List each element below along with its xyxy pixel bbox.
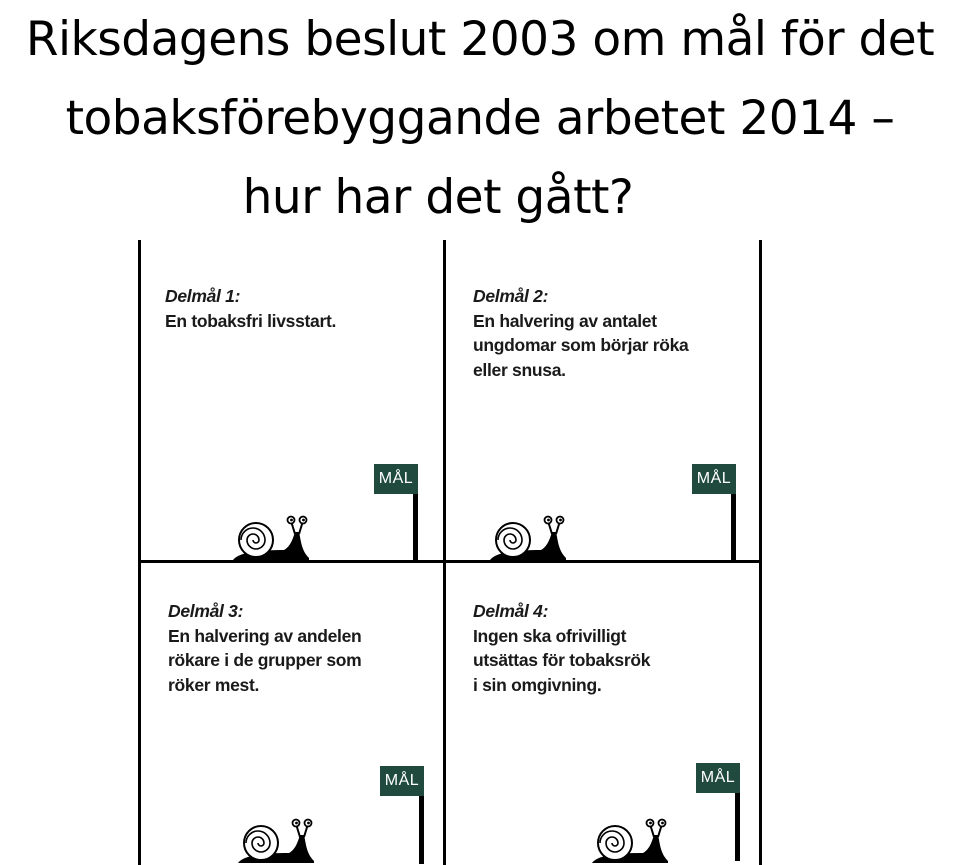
comic-grid [138, 240, 762, 865]
slide-title-line-2: tobaksförebyggande arbetet 2014 – [65, 91, 895, 146]
goal-text [473, 284, 688, 382]
snail-icon [588, 815, 678, 865]
slide-title-line-1: Riksdagens beslut 2003 om mål för det [25, 12, 935, 67]
goal-description: En tobaksfri livsstart. [165, 310, 337, 331]
goal-description: Ingen ska ofrivilligt utsättas för tobaksrök i sin omgivning. [473, 625, 651, 695]
snail-icon [229, 512, 319, 560]
goal-sign-label: MÅL [692, 464, 736, 494]
slide-title-line-3: hur har det gått? [242, 170, 634, 225]
frame-line-right [759, 240, 762, 865]
goal-title: Delmål 2: [473, 286, 549, 306]
goal-sign-post [731, 494, 736, 560]
goal-panel-3 [141, 563, 441, 865]
goal-sign-label: MÅL [374, 464, 418, 494]
goal-title: Delmål 1: [165, 286, 241, 306]
goal-text [165, 284, 336, 333]
goal-sign-label: MÅL [696, 763, 740, 793]
snail-icon [486, 512, 576, 560]
goal-text [473, 599, 650, 697]
goal-description: En halvering av antalet ungdomar som börjar röka eller snusa. [473, 310, 689, 380]
goal-panel-2 [446, 240, 759, 560]
goal-sign-post [735, 793, 740, 861]
goal-panel-1 [141, 240, 441, 560]
goal-sign-icon [374, 464, 418, 560]
slide-title [0, 0, 960, 237]
goal-description: En halvering av andelen rökare i de grupper som röker mest. [168, 625, 362, 695]
goal-sign-post [419, 796, 424, 864]
goal-sign-icon [380, 766, 424, 864]
goal-title: Delmål 3: [168, 601, 244, 621]
goal-sign-icon [696, 763, 740, 861]
goal-sign-post [413, 494, 418, 560]
goal-panel-4 [446, 563, 759, 865]
goal-text [168, 599, 361, 697]
snail-icon [234, 815, 324, 865]
goal-sign-label: MÅL [380, 766, 424, 796]
goal-sign-icon [692, 464, 736, 560]
goal-title: Delmål 4: [473, 601, 549, 621]
